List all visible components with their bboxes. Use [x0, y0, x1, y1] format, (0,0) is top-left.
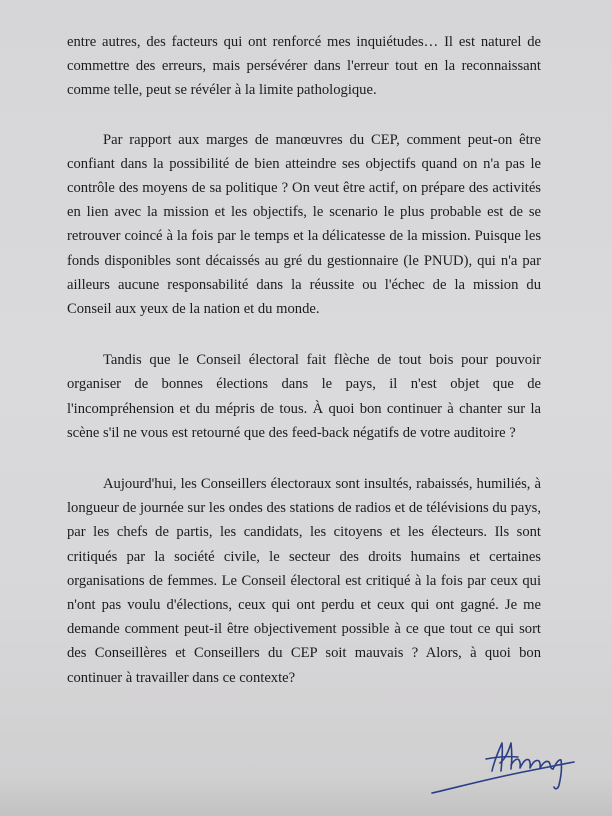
page-shadow: [0, 776, 612, 816]
paragraph-1: entre autres, des facteurs qui ont renforcé mes inquiétudes… Il est naturel de commettre des erreurs, mais persévérer dans l'erreur tout en la reconnaissant comme telle, peut se révéler à la limite pathologique.: [67, 34, 541, 99]
paragraph-3: Tandis que le Conseil électoral fait flèche de tout bois pour pouvoir organiser de bonnes élections dans le pays, il n'est objet que de l'incompréhension et du mépris de tous. À quoi bon continuer à chanter sur la scène s'il ne vous est retourné que des feed-back négatifs de votre auditoire ?: [67, 352, 541, 441]
letter-body: [67, 30, 541, 690]
paragraph-4: Aujourd'hui, les Conseillers électoraux sont insultés, rabaissés, humiliés, à longueur de journée sur les ondes des stations de radios et de télévisions du pays, par les chefs de partis, les candidats, les citoyens et les électeurs. Ils sont critiqués par la société civile, le secteur des droits humains et certaines organisations de femmes. Le Conseil électoral est critiqué à la fois par ceux qui n'ont pas voulu d'élections, ceux qui ont perdu et ceux qui ont gagné. Je me demande comment peut-il être objectivement possible à ce que tout ce qui sort des Conseillères et Conseillers du CEP soit mauvais ? Alors, à quoi bon continuer à travailler dans ce contexte?: [67, 476, 541, 686]
paragraph-2: Par rapport aux marges de manœuvres du CEP, comment peut-on être confiant dans la possibilité de bien atteindre ses objectifs quand on n'a pas le contrôle des moyens de sa politique ? On veut être actif, on prépare des activités en lien avec la mission et les objectifs, le scenario le plus probable est de se retrouver coincé à la fois par le temps et la délicatesse de la mission. Puisque les fonds disponibles sont décaissés au gré du gestionnaire (le PNUD), qui n'a par ailleurs aucune responsabilité dans la réussite ou l'échec de la mission du Conseil aux yeux de la nation et du monde.: [67, 131, 541, 318]
